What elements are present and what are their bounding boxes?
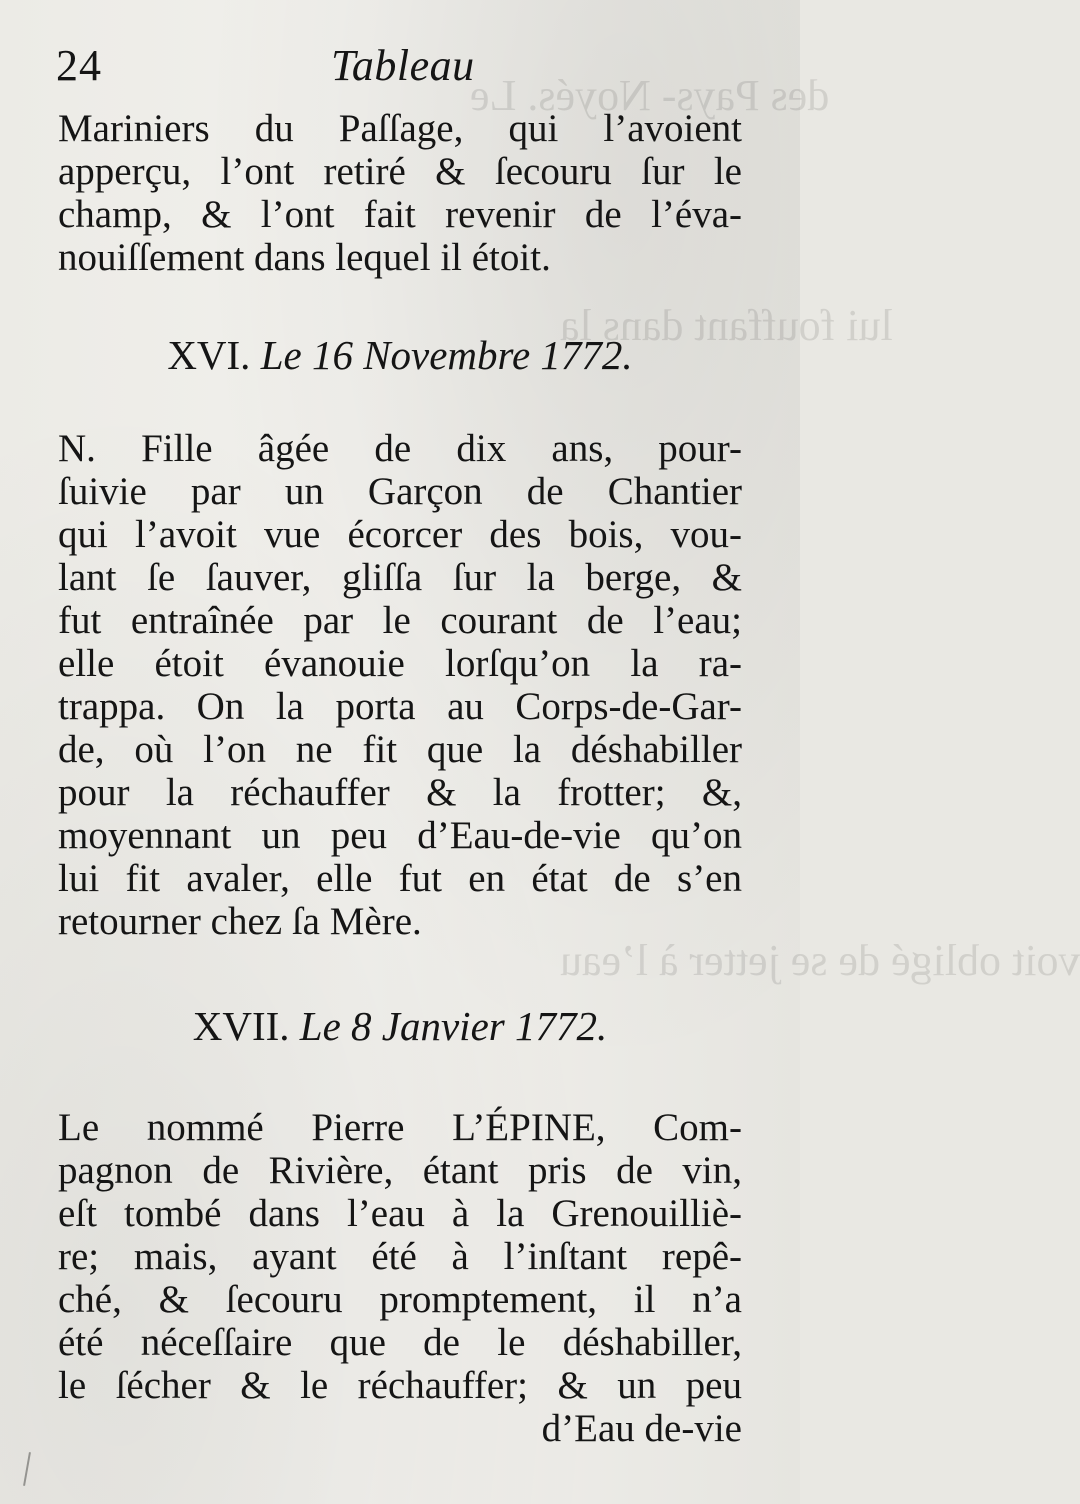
show-through-text: des Pays- Noyés. Le	[470, 71, 830, 120]
text-line: Mariniers du Paſſage, qui l’avoient	[58, 107, 742, 150]
text-line: fut entraînée par le courant de l’eau;	[58, 599, 742, 642]
text-line: apperçu, l’ont retiré & ſecouru ſur le	[58, 150, 742, 193]
margin-mark	[23, 1452, 31, 1486]
text-line: trappa. On la porta au Corps-de-Gar-	[58, 685, 742, 728]
text-line: d’Eau de-vie	[541, 1407, 742, 1450]
section-number: XVI.	[167, 332, 251, 378]
text-line: retourner chez ſa Mère.	[58, 900, 422, 943]
text-line: eſt tombé dans l’eau à la Grenouilliè-	[58, 1192, 742, 1235]
show-through-text: lui fouffant dans la	[560, 301, 893, 350]
text-line: le ſécher & le réchauffer; & un peu	[58, 1364, 742, 1407]
page-header	[56, 40, 744, 102]
text-line: Le nommé Pierre L’ÉPINE, Com-	[58, 1106, 742, 1149]
text-line: nouiſſement dans lequel il étoit.	[58, 236, 551, 279]
section-date: Le 16 Novembre 1772.	[260, 332, 633, 378]
text-line: re; mais, ayant été à l’inſtant repê-	[58, 1235, 742, 1278]
section-number: XVII.	[192, 1003, 290, 1049]
text-line: lant ſe ſauver, gliſſa ſur la berge, &	[58, 556, 742, 599]
text-line: été néceſſaire que de le déshabiller,	[58, 1321, 742, 1364]
text-line: pagnon de Rivière, étant pris de vin,	[58, 1149, 742, 1192]
show-through-text: voit obligé de se jetter à l’eau	[560, 936, 1080, 985]
text-line: ſuivie par un Garçon de Chantier	[58, 470, 742, 513]
text-line: N. Fille âgée de dix ans, pour-	[58, 427, 742, 470]
text-line: lui fit avaler, elle fut en état de s’en	[58, 857, 742, 900]
text-line: ché, & ſecouru promptement, il n’a	[58, 1278, 742, 1321]
text-line: qui l’avoit vue écorcer des bois, vou-	[58, 513, 742, 556]
text-line: de, où l’on ne fit que la déshabiller	[58, 728, 742, 771]
section-heading	[58, 332, 742, 378]
text-line: pour la réchauffer & la frotter; &,	[58, 771, 742, 814]
section-heading	[58, 1003, 742, 1049]
page-number: 24	[56, 41, 102, 90]
text-line: elle étoit évanouie lorſqu’on la ra-	[58, 642, 742, 685]
text-line: champ, & l’ont fait revenir de l’éva-	[58, 193, 742, 236]
running-title: Tableau	[331, 41, 475, 90]
text-line: moyennant un peu d’Eau-de-vie qu’on	[58, 814, 742, 857]
section-date: Le 8 Janvier 1772.	[299, 1003, 608, 1049]
